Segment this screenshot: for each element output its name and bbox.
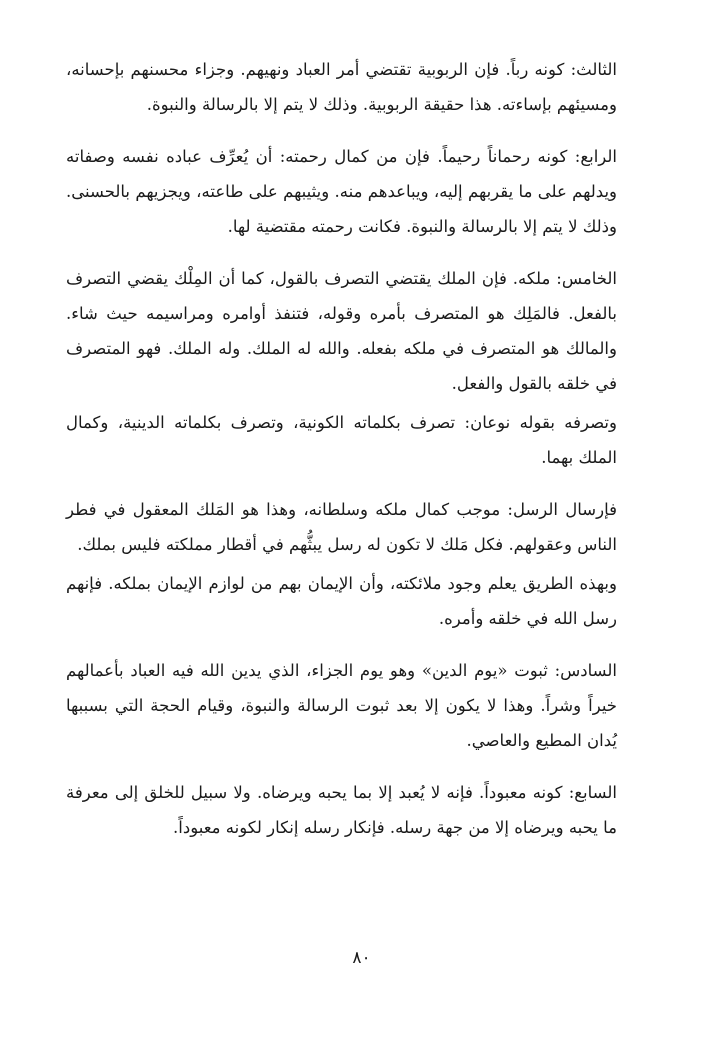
paragraph-text: وتصرفه بقوله نوعان: تصرف بكلماته الكونية، وتصرف بكلماته الدينية، وكمال الملك بهما. — [66, 413, 617, 467]
paragraph-text: السابع: كونه معبوداً. فإنه لا يُعبد إلا بما يحبه ويرضاه. ولا سبيل للخلق إلى معرفة ما يحبه ويرضاه إلا من جهة رسله. فإنكار رسله إنكار لكونه معبوداً. — [66, 783, 617, 837]
paragraph-text: وبهذه الطريق يعلم وجود ملائكته، وأن الإيمان بهم من لوازم الإيمان بملكه. فإنهم رسل الله في خلقه وأمره. — [66, 574, 617, 628]
paragraph-fifth-mulk — [66, 261, 617, 401]
paragraph-text: فإرسال الرسل: موجب كمال ملكه وسلطانه، وهذا هو المَلك المعقول في فطر الناس وعقولهم. فكل مَلك لا تكون له رسل يبثُّهم في أقطار مملكته فليس بملك. — [66, 500, 617, 554]
paragraph-text: الثالث: كونه رباً. فإن الربوبية تقتضي أمر العباد ونهيهم. وجزاء محسنهم بإحسانه، ومسيئهم بإساءته. هذا حقيقة الربوبية. وذلك لا يتم إلا بالرسالة والنبوة. — [66, 60, 617, 114]
paragraph-sixth-yawm-al-din — [66, 653, 617, 758]
paragraph-third-rububiyya — [66, 52, 617, 122]
paragraph-tasarruf — [66, 405, 617, 475]
paragraph-malaika — [66, 566, 617, 636]
paragraph-irsal-rusul — [66, 492, 617, 562]
paragraph-text: الرابع: كونه رحماناً رحيماً. فإن من كمال رحمته: أن يُعرِّف عباده نفسه وصفاته ويدلهم على ما يقربهم إليه، ويباعدهم منه. ويثيبهم على طاعته، ويجزيهم بالحسنى. وذلك لا يتم إلا بالرسالة والنبوة. فكانت رحمته مقتضية لها. — [66, 147, 617, 236]
paragraph-text: السادس: ثبوت «يوم الدين» وهو يوم الجزاء، الذي يدين الله فيه العباد بأعمالهم خيراً وشراً. وهذا لا يكون إلا بعد ثبوت الرسالة والنبوة، وقيام الحجة التي بسببها يُدان المطيع والعاصي. — [66, 661, 617, 750]
paragraph-text: الخامس: ملكه. فإن الملك يقتضي التصرف بالقول، كما أن المِلْك يقضي التصرف بالفعل. فالمَلِك هو المتصرف بأمره وقوله، فتنفذ أوامره ومراسيمه حيث شاء. والمالك هو المتصرف في ملكه بفعله. والله له الملك. وله الملك. فهو المتصرف في خلقه بالقول والفعل. — [66, 269, 617, 393]
paragraph-seventh-mabud — [66, 775, 617, 845]
page-number: ٨٠ — [352, 948, 371, 968]
paragraph-fourth-rahma — [66, 139, 617, 244]
page-body — [66, 52, 617, 862]
